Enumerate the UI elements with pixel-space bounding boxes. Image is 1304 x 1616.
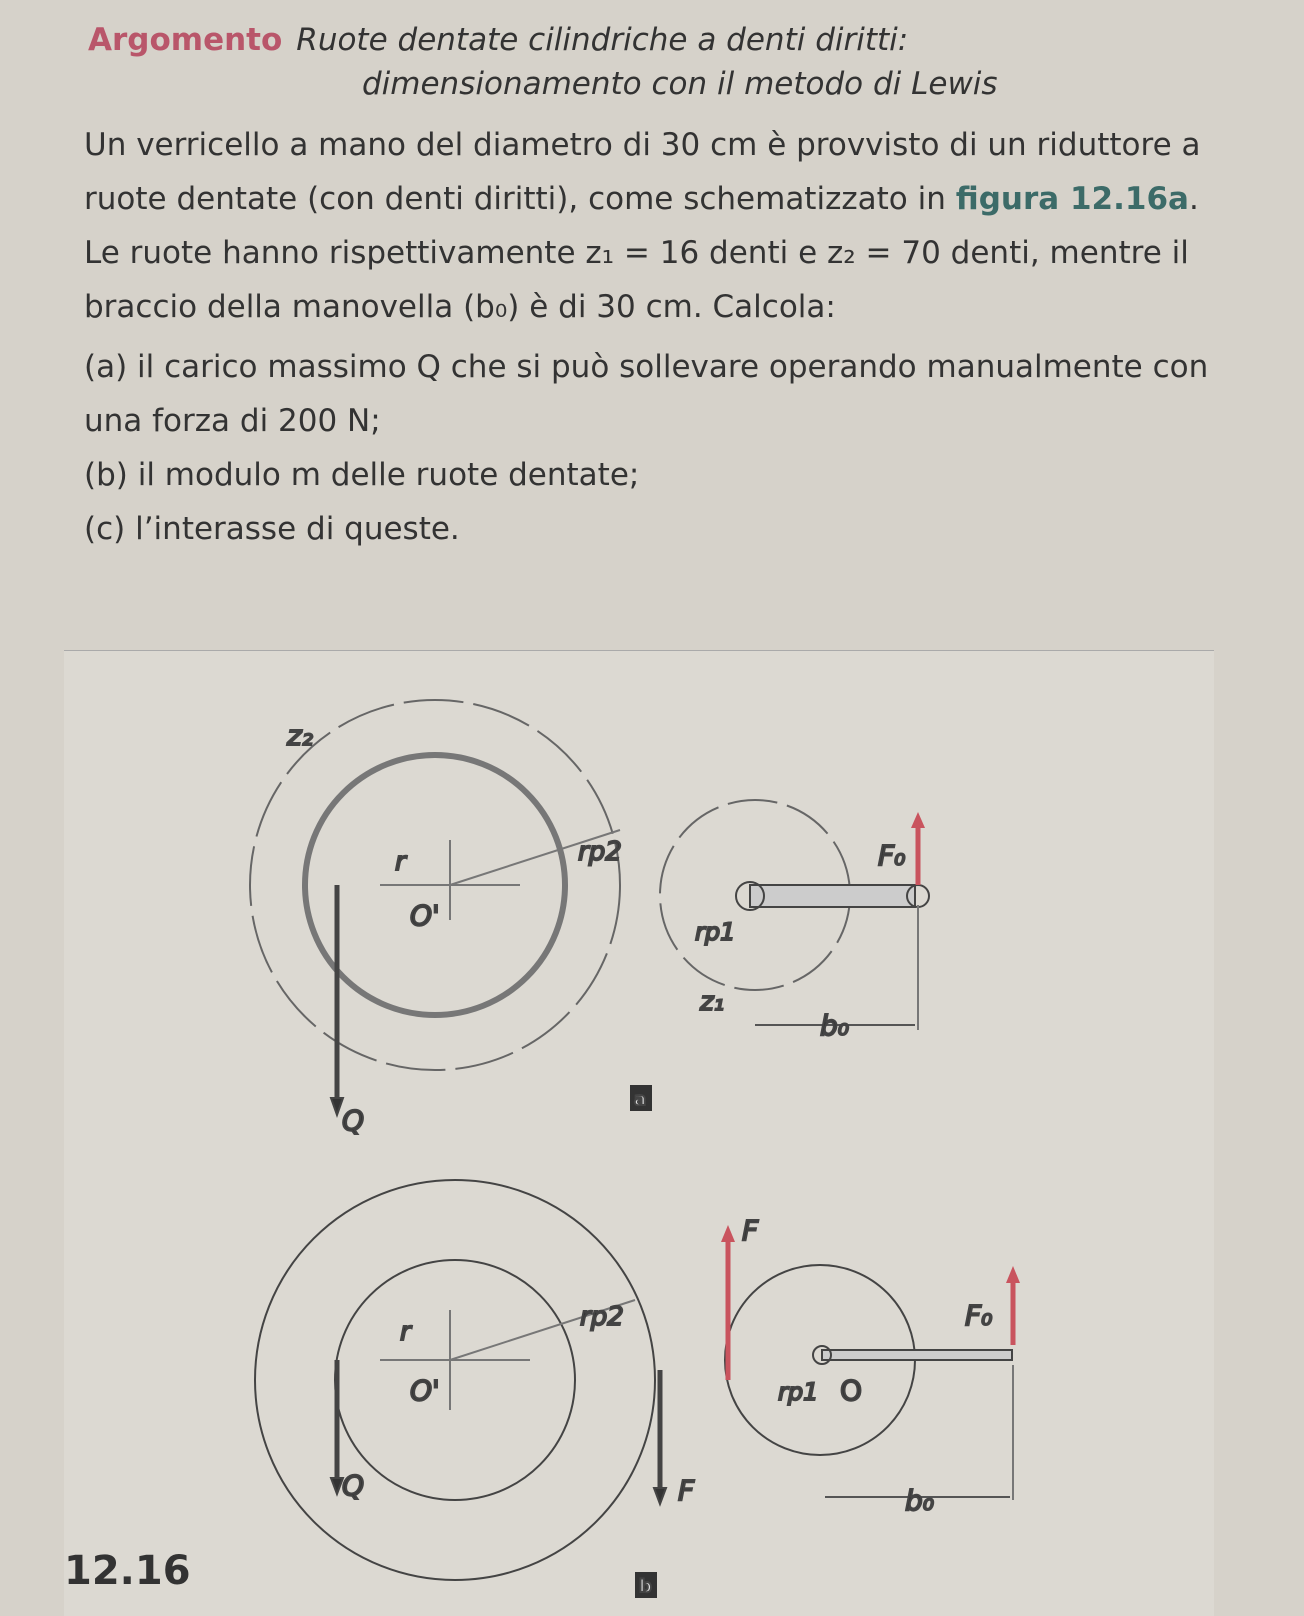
label-f0: F₀ [878,839,906,872]
label-b0-b: b₀ [905,1484,934,1517]
diagram-mark [1006,1266,1020,1283]
question-c: (c) l’interasse di queste. [84,511,460,547]
diagram-mark [750,885,915,907]
diagram-mark [654,1488,666,1504]
figure-number: 12.16 [64,1548,191,1594]
label-z1: z₁ [700,987,725,1017]
label-r: r [395,847,406,877]
figure-label-a: a [634,1089,647,1110]
problem-data: . Le ruote hanno rispettivamente z₁ = 16 denti e z₂ = 70 denti, mentre il braccio della manovella (b₀) è di 30 cm. Calcola: [84,181,1199,325]
diagram-mark [721,1225,735,1242]
topic-label: Argomento [88,22,283,58]
label-q-b: Q [342,1469,365,1502]
gear-2-circle-b [255,1180,655,1580]
label-r-b: r [400,1317,411,1347]
diagram-mark [822,1350,1012,1360]
drum-b [335,1260,575,1500]
label-o1-b: O' [410,1374,440,1407]
label-f-top: F [742,1214,759,1247]
label-f-bottom: F [678,1474,695,1507]
label-z2: z₂ [287,719,313,752]
label-b0: b₀ [820,1009,849,1042]
question-a: (a) il carico massimo Q che si può sollevare operando manualmente con una forza di 200 N; [84,349,1209,439]
topic-title: Ruote dentate cilindriche a denti diritti: [296,22,909,58]
question-b: (b) il modulo m delle ruote dentate; [84,457,640,493]
label-f0-b: F₀ [965,1299,993,1332]
label-rp1-b: rp1 [778,1378,819,1406]
topic-subtitle: dimensionamento con il metodo di Lewis [362,66,998,102]
label-rp2: rp2 [578,837,622,867]
label-o: O [840,1374,863,1407]
label-q: Q [342,1104,365,1137]
problem-intro: Un verricello a mano del diametro di 30 cm è provvisto di un riduttore a ruote dentate (con denti diritti), come schematizzato in [84,127,1201,217]
label-rp2-b: rp2 [580,1302,624,1332]
diagram-mark [911,812,925,828]
label-rp1: rp1 [695,918,736,946]
label-o1: O' [410,899,440,932]
figure-label-b: b [639,1576,652,1597]
figure-reference: figura 12.16a [955,181,1189,217]
